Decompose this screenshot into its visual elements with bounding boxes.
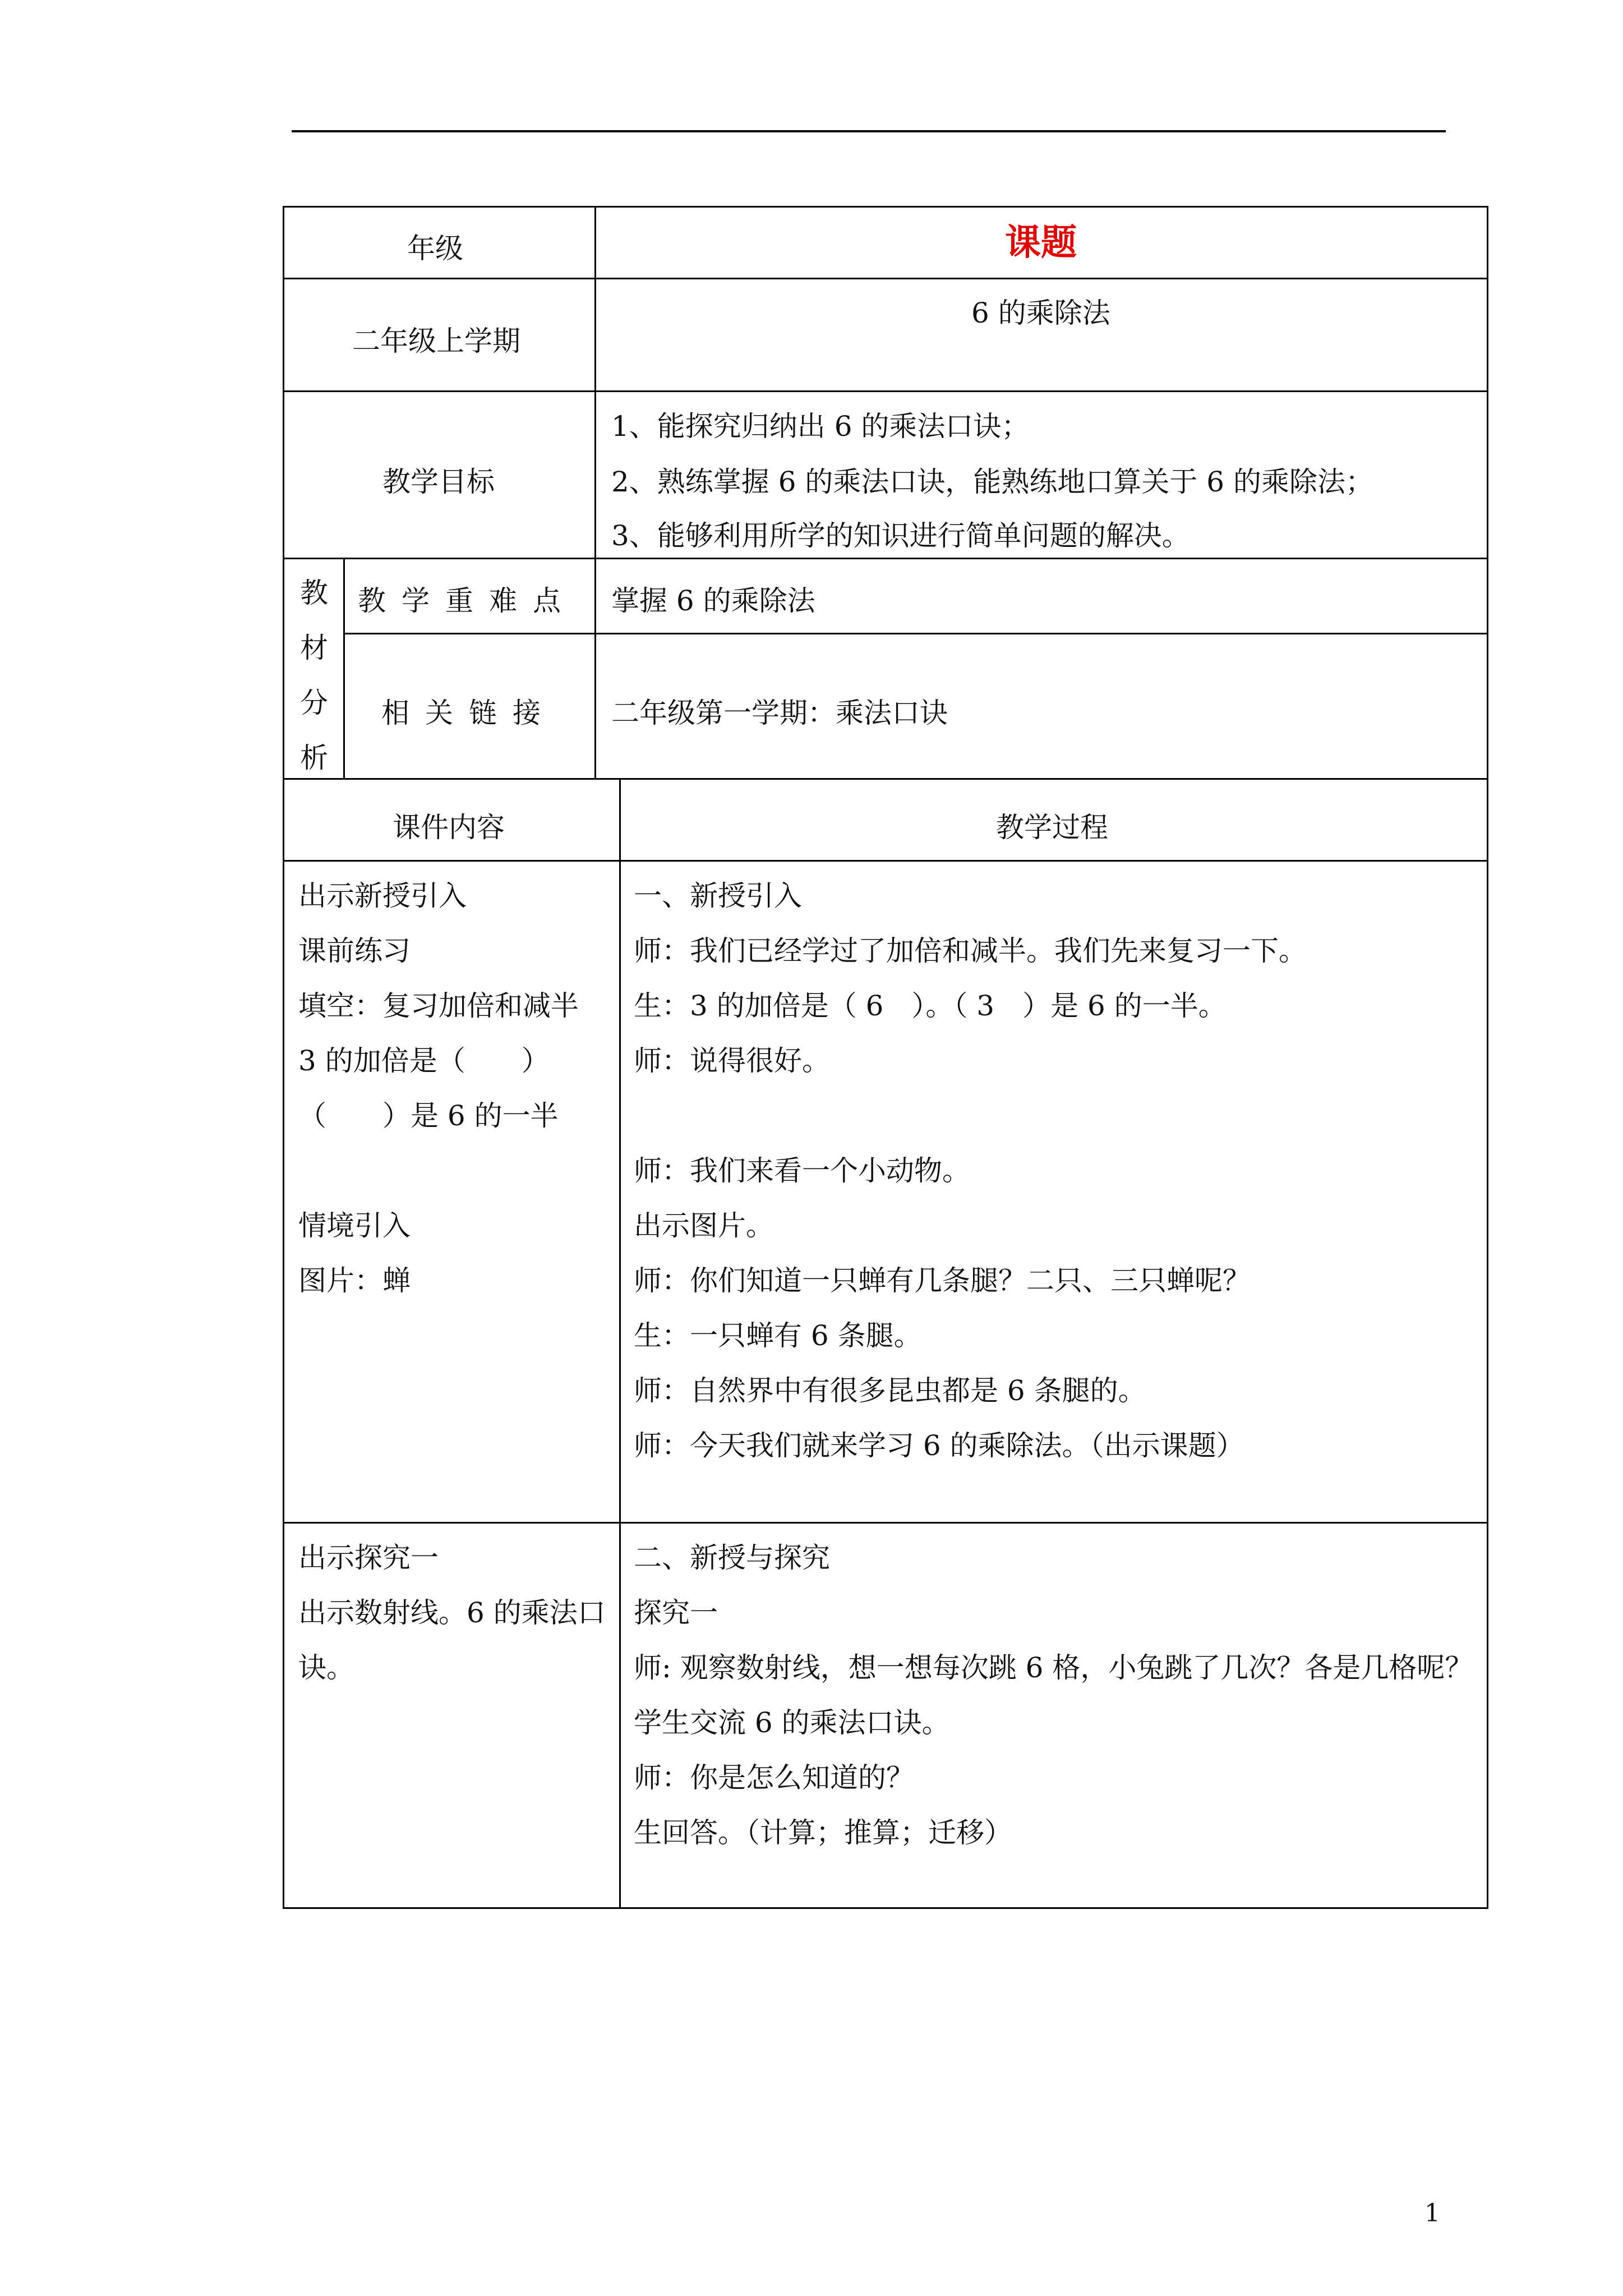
courseware-line: 出示新授引入	[298, 880, 467, 912]
process-line: 师：你是怎么知道的？	[634, 1761, 914, 1794]
process-line: 二、新授与探究	[634, 1542, 830, 1574]
process-line: 生：一只蝉有 6 条腿。	[634, 1319, 922, 1352]
process-line: 师：你们知道一只蝉有几条腿？二只、三只蝉呢？	[634, 1264, 1251, 1297]
row-divider	[283, 860, 1488, 862]
row-divider	[283, 278, 1488, 279]
process-header: 教学过程	[996, 811, 1108, 844]
process-line: 师：我们来看一个小动物。	[634, 1154, 970, 1187]
courseware-line: 情境引入	[298, 1209, 411, 1242]
goal-item: 2、熟练掌握 6 的乘法口诀，能熟练地口算关于 6 的乘除法；	[611, 466, 1374, 498]
process-line: 出示图片。	[634, 1209, 774, 1242]
goal-item: 3、能够利用所学的知识进行简单问题的解决。	[611, 519, 1190, 552]
process-line: 师：说得很好。	[634, 1045, 830, 1077]
page-number: 1	[1424, 2199, 1440, 2228]
topic-value: 6 的乘除法	[971, 297, 1110, 329]
grade-value: 二年级上学期	[352, 325, 520, 357]
courseware-line: 填空：复习加倍和减半	[298, 990, 579, 1022]
column-divider	[619, 778, 621, 1909]
goals-label: 教学目标	[382, 466, 495, 498]
process-line: 师：今天我们就来学习 6 的乘除法。（出示课题）	[634, 1429, 1244, 1462]
courseware-line: 3 的加倍是（ ）	[298, 1045, 550, 1077]
courseware-line: 图片：蝉	[298, 1264, 411, 1297]
column-divider	[343, 558, 345, 778]
courseware-line: 出示数射线。6 的乘法口	[298, 1596, 606, 1629]
topic-header: 课题	[1005, 222, 1077, 264]
links-label: 相关链接	[381, 697, 556, 729]
courseware-header: 课件内容	[393, 811, 505, 844]
key-points-label: 教学重难点	[358, 585, 577, 617]
courseware-line: （ ）是 6 的一半	[298, 1099, 559, 1132]
column-divider	[594, 206, 596, 778]
courseware-line: 出示探究一	[298, 1542, 439, 1574]
process-line: 师：自然界中有很多昆虫都是 6 条腿的。	[634, 1374, 1146, 1407]
process-line: 生：3 的加倍是（ 6 ）。（ 3 ）是 6 的一半。	[634, 990, 1227, 1022]
process-line: 探究一	[634, 1596, 718, 1629]
header-rule	[292, 130, 1446, 132]
row-divider	[283, 778, 1488, 780]
process-line: 师：我们已经学过了加倍和减半。我们先来复习一下。	[634, 935, 1307, 967]
process-line: 一、新授引入	[634, 880, 802, 912]
row-divider	[283, 558, 1488, 559]
courseware-line: 课前练习	[298, 935, 411, 967]
courseware-line: 诀。	[298, 1651, 354, 1684]
row-divider	[283, 390, 1488, 392]
row-divider	[283, 1522, 1488, 1524]
key-points-value: 掌握 6 的乘除法	[611, 585, 815, 617]
analysis-label: 教 材 分 析	[300, 577, 328, 774]
process-line: 师: 观察数射线，想一想每次跳 6 格，小兔跳了几次？各是几格呢？	[634, 1651, 1473, 1684]
row-divider	[343, 633, 1488, 634]
goal-item: 1、能探究归纳出 6 的乘法口诀；	[611, 410, 1030, 443]
process-line: 学生交流 6 的乘法口诀。	[634, 1706, 950, 1739]
grade-header: 年级	[407, 232, 463, 265]
process-line: 生回答。（计算；推算；迁移）	[634, 1816, 1012, 1849]
links-value: 二年级第一学期：乘法口诀	[611, 697, 948, 729]
